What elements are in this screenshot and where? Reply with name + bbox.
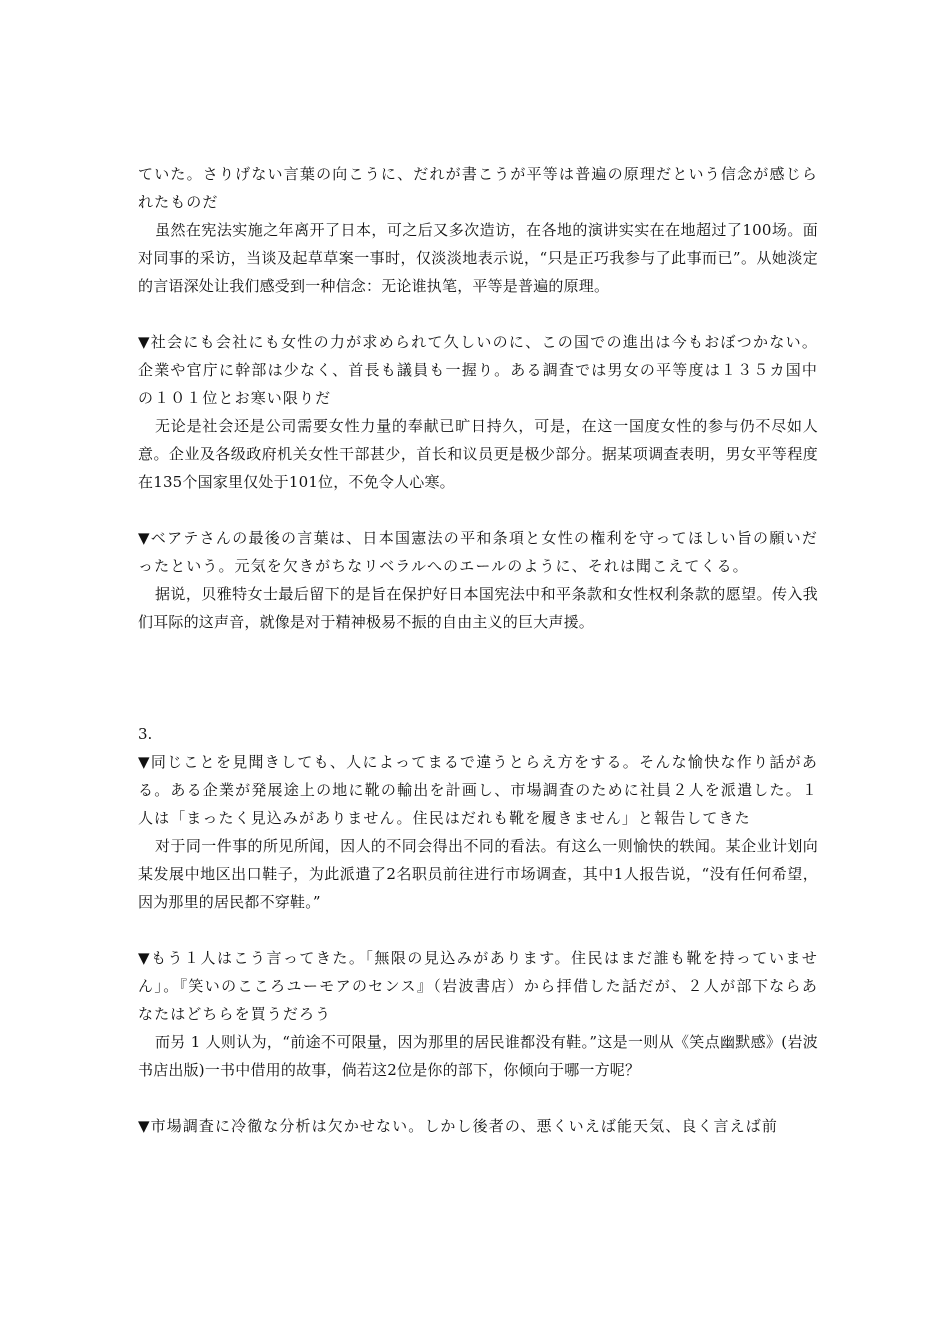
paragraph-ja-2: ▼社会にも会社にも女性の力が求められて久しいのに、この国での進出は今もおぼつかない。企業や官庁に幹部は少なく、首長も議員も一握り。ある調査では男女の平等度は１３５カ国中の１０１位とお寒い限りだ [138,333,818,407]
spacer [138,636,818,720]
document-page [138,160,818,1140]
paragraph-zh-5: 而另 1 人则认为，“前途不可限量，因为那里的居民谁都没有鞋。”这是一则从《笑点幽默感》(岩波书店出版)一书中借用的故事，倘若这2位是你的部下，你倾向于哪一方呢？ [138,1033,818,1079]
paragraph-ja-4: ▼同じことを見聞きしても、人によってまるで違うとらえ方をする。そんな愉快な作り話がある。ある企業が発展途上の地に靴の輸出を計画し、市場調査のために社員２人を派遣した。１人は「まったく見込みがありません。住民はだれも靴を履きません」と報告してきた [138,753,818,827]
paragraph-zh-4: 对于同一件事的所见所闻，因人的不同会得出不同的看法。有这么一则愉快的轶闻。某企业计划向某发展中地区出口鞋子，为此派遣了2名职员前往进行市场调查，其中1人报告说，“没有任何希望，因为那里的居民都不穿鞋。” [138,837,818,911]
paragraph-zh-3: 据说，贝雅特女士最后留下的是旨在保护好日本国宪法中和平条款和女性权利条款的愿望。传入我们耳际的这声音，就像是对于精神极易不振的自由主义的巨大声援。 [138,585,818,631]
paragraph-ja-5: ▼もう１人はこう言ってきた。「無限の見込みがあります。住民はまだ誰も靴を持っていません」。『笑いのこころユーモアのセンス』（岩波書店）から拝借した話だが、２人が部下ならあなたはどちらを買うだろう [138,949,818,1023]
paragraph-zh-2: 无论是社会还是公司需要女性力量的奉献已旷日持久，可是，在这一国度女性的参与仍不尽如人意。企业及各级政府机关女性干部甚少，首长和议员更是极少部分。据某项调查表明，男女平等程度在135个国家里仅处于101位，不免令人心寒。 [138,417,818,491]
spacer [138,300,818,328]
paragraph-zh-1: 虽然在宪法实施之年离开了日本，可之后又多次造访，在各地的演讲实实在在地超过了100场。面对同事的采访，当谈及起草草案一事时，仅淡淡地表示说，“只是正巧我参与了此事而已”。从她淡定的言语深处让我们感受到一种信念：无论谁执笔，平等是普遍的原理。 [138,221,818,295]
paragraph-ja-1: ていた。さりげない言葉の向こうに、だれが書こうが平等は普遍の原理だという信念が感じられたものだ [138,165,818,211]
paragraph-ja-6: ▼市場調査に冷徹な分析は欠かせない。しかし後者の、悪くいえば能天気、良く言えば前 [138,1117,778,1135]
spacer [138,1084,818,1112]
spacer [138,916,818,944]
paragraph-ja-3: ▼ベアテさんの最後の言葉は、日本国憲法の平和条項と女性の権利を守ってほしい旨の願いだったという。元気を欠きがちなリベラルへのエールのように、それは聞こえてくる。 [138,529,818,575]
section-number: 3. [138,725,153,743]
spacer [138,496,818,524]
